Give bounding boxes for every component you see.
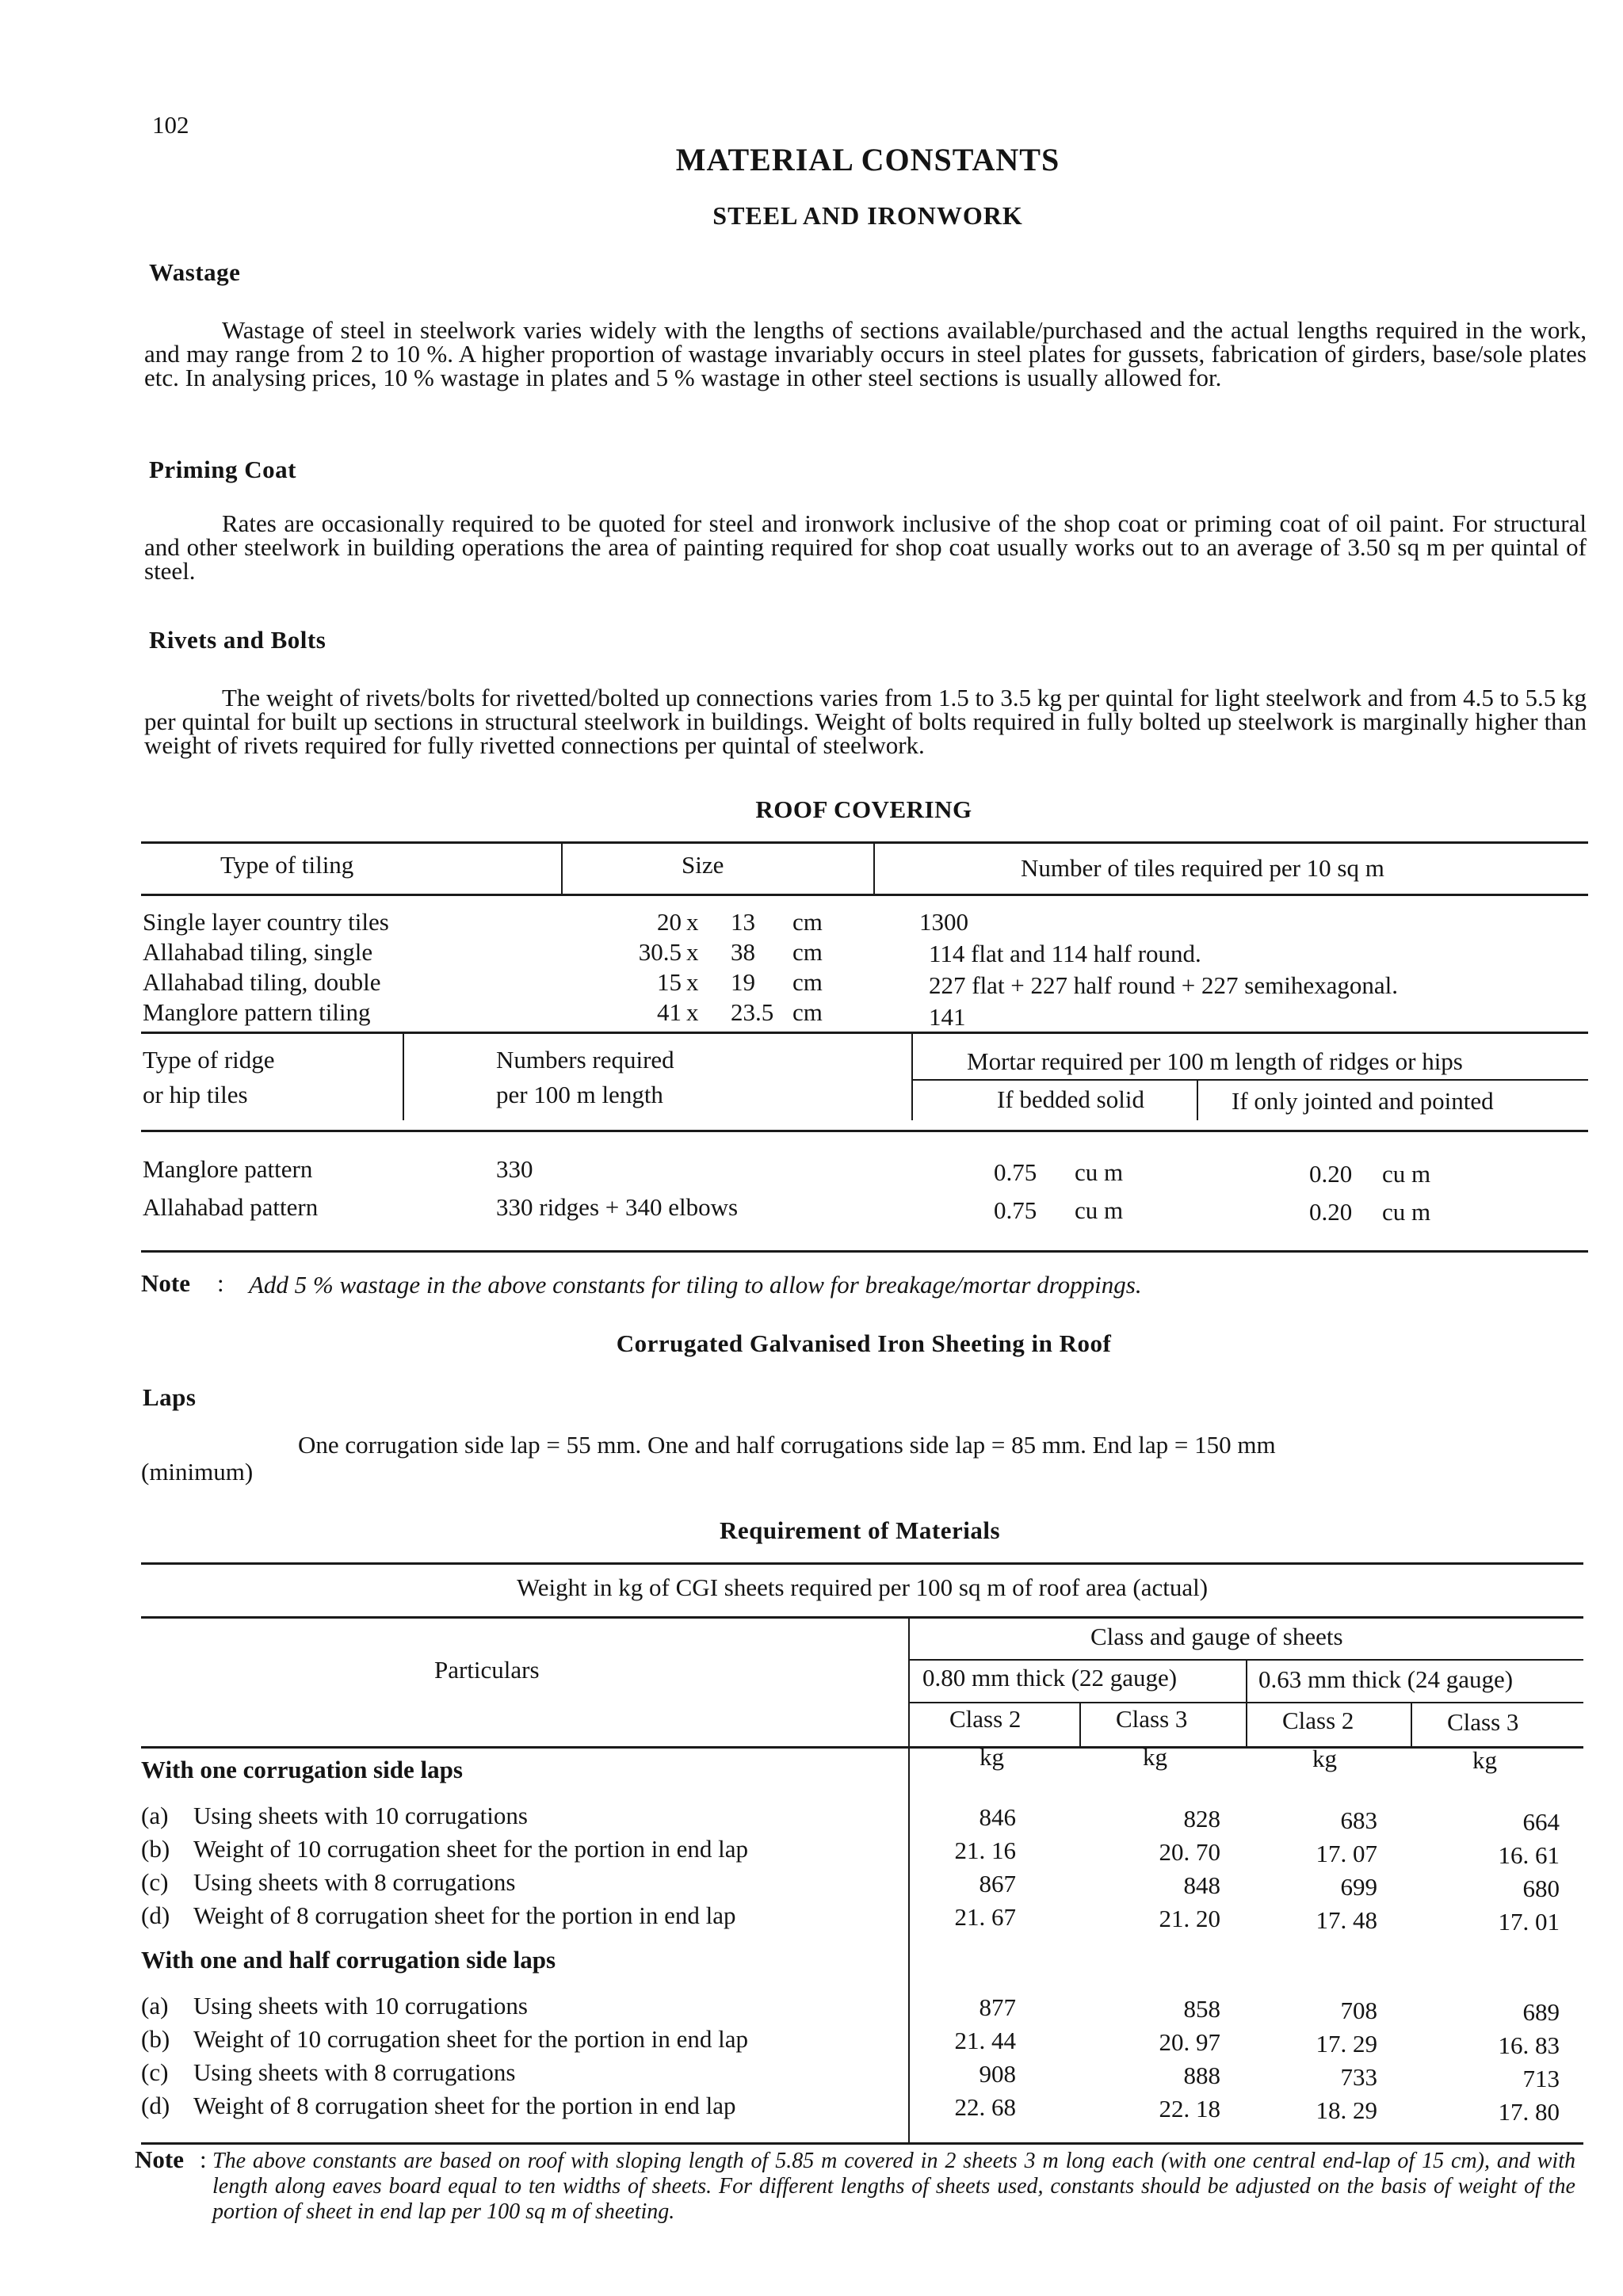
tiling-row-size-a: 30.5 bbox=[638, 938, 682, 966]
tiling-row-size-x: x bbox=[686, 968, 699, 996]
page-number: 102 bbox=[152, 111, 189, 139]
cgi-table-top-rule bbox=[141, 1562, 1583, 1565]
cgi-unit-1: kg bbox=[980, 1743, 1004, 1771]
cgi-group-title: With one corrugation side laps bbox=[141, 1756, 463, 1783]
cgi-unit-4: kg bbox=[1472, 1746, 1497, 1774]
tiling-row-size-a: 20 bbox=[657, 908, 682, 936]
cgi-row-value: 22. 18 bbox=[1159, 2095, 1220, 2122]
cgi-row-value: 683 bbox=[1340, 1806, 1377, 1834]
cgi-row-label: (c) bbox=[141, 2058, 169, 2086]
cgi-row-value: 21. 20 bbox=[1159, 1905, 1220, 1932]
cgi-row-label: (a) bbox=[141, 1992, 169, 2019]
cgi-row-value: 699 bbox=[1340, 1873, 1377, 1901]
cgi-row-value: 713 bbox=[1522, 2065, 1560, 2092]
ridge-table-bottom-rule bbox=[141, 1250, 1588, 1253]
roof-note-text: Add 5 % wastage in the above constants for tiling to allow for breakage/mortar droppings. bbox=[249, 1271, 1142, 1299]
cgi-header-gauge-2: 0.63 mm thick (24 gauge) bbox=[1258, 1665, 1514, 1693]
ridge-col-divider-2 bbox=[911, 1032, 913, 1120]
cgi-group-title: With one and half corrugation side laps bbox=[141, 1946, 556, 1974]
priming-paragraph: Rates are occasionally required to be quoted for steel and ironwork inclusive of the shop coat or priming coat of oil paint. For structural and other steelwork in building operations the area of painting required for shop coat usually works out to an average of 3.50 sq m per quintal of steel. bbox=[144, 509, 1587, 585]
laps-label: Laps bbox=[143, 1383, 197, 1411]
cgi-table-caption: Weight in kg of CGI sheets required per 100 sq m of roof area (actual) bbox=[516, 1573, 1209, 1601]
cgi-class-2: Class 3 bbox=[1116, 1705, 1188, 1733]
ridge-row-bedded-unit: cu m bbox=[1075, 1158, 1124, 1186]
cgi-class-divider-2 bbox=[1411, 1702, 1412, 1748]
cgi-row-text: Weight of 8 corrugation sheet for the portion in end lap bbox=[193, 2092, 736, 2119]
ridge-row-number: 330 ridges + 340 elbows bbox=[496, 1193, 739, 1221]
ridge-table-top-rule bbox=[141, 1032, 1588, 1034]
page-title: MATERIAL CONSTANTS bbox=[675, 142, 1060, 177]
priming-heading: Priming Coat bbox=[149, 456, 296, 483]
cgi-row-text: Weight of 10 corrugation sheet for the portion in end lap bbox=[193, 2025, 748, 2053]
rivets-paragraph: The weight of rivets/bolts for rivetted/bolted up connections varies from 1.5 to 3.5 kg per quintal for light steelwork and from 4.5 to 5.5 kg per quintal for built up sections in structural steelwork in buildings. Weight of bolts required in fully bolted up steelwork is marginally higher than weight of rivets required for fully rivetted connections per quintal of steelwork. bbox=[144, 684, 1587, 759]
cgi-row-text: Using sheets with 10 corrugations bbox=[193, 1992, 528, 2019]
cgi-row-value: 664 bbox=[1522, 1808, 1560, 1836]
tiling-row-size-b: 13 bbox=[731, 908, 755, 936]
ridge-row-number: 330 bbox=[496, 1155, 533, 1183]
tiling-row-number: 141 bbox=[929, 1003, 966, 1031]
cgi-header-particulars: Particulars bbox=[434, 1656, 540, 1684]
cgi-row-label: (b) bbox=[141, 2025, 170, 2053]
ridge-header-bedded: If bedded solid bbox=[997, 1085, 1144, 1113]
cgi-gauge-rule bbox=[908, 1702, 1583, 1703]
tiling-row-number: 1300 bbox=[919, 908, 968, 936]
ridge-header-jointed: If only jointed and pointed bbox=[1232, 1087, 1494, 1115]
cgi-row-text: Weight of 8 corrugation sheet for the portion in end lap bbox=[193, 1901, 736, 1929]
cgi-class-divider-1 bbox=[1079, 1702, 1081, 1748]
ridge-header-number-2: per 100 m length bbox=[496, 1081, 663, 1108]
cgi-row-label: (d) bbox=[141, 1901, 170, 1929]
cgi-row-value: 867 bbox=[979, 1870, 1016, 1897]
ridge-subheader-rule bbox=[911, 1079, 1588, 1081]
cgi-unit-3: kg bbox=[1312, 1745, 1337, 1772]
cgi-row-value: 20. 97 bbox=[1159, 2028, 1220, 2056]
page-subtitle: STEEL AND IRONWORK bbox=[712, 201, 1023, 230]
cgi-row-label: (b) bbox=[141, 1835, 170, 1863]
wastage-paragraph: Wastage of steel in steelwork varies widely with the lengths of sections available/purchased and the actual lengths required in the work, and may range from 2 to 10 %. A higher proportion of wastage invariably occurs in steel plates for gussets, fabrication of girders, base/sole plates etc. In analysing prices, 10 % wastage in plates and 5 % wastage in other steel sections is usually allowed for. bbox=[144, 316, 1587, 391]
ridge-header-mortar: Mortar required per 100 m length of ridges or hips bbox=[967, 1047, 1463, 1075]
cgi-row-value: 16. 61 bbox=[1498, 1841, 1560, 1869]
tiling-row-size-x: x bbox=[686, 908, 699, 936]
tiling-row-size-b: 38 bbox=[731, 938, 755, 966]
cgi-row-value: 708 bbox=[1340, 1997, 1377, 2024]
ridge-row-bedded: 0.75 bbox=[994, 1158, 1037, 1186]
cgi-row-value: 21. 16 bbox=[954, 1836, 1016, 1864]
tiling-row-type: Single layer country tiles bbox=[143, 908, 389, 936]
tiling-row-size-unit: cm bbox=[792, 968, 823, 996]
cgi-row-label: (d) bbox=[141, 2092, 170, 2119]
cgi-row-value: 17. 07 bbox=[1316, 1840, 1377, 1867]
cgi-class-1: Class 2 bbox=[949, 1705, 1022, 1733]
cgi-note-label: Note bbox=[135, 2145, 184, 2173]
cgi-row-value: 17. 48 bbox=[1316, 1906, 1377, 1934]
ridge-row-bedded: 0.75 bbox=[994, 1196, 1037, 1224]
roof-covering-heading: ROOF COVERING bbox=[755, 795, 972, 823]
ridge-row-jointed: 0.20 bbox=[1309, 1160, 1353, 1188]
cgi-row-value: 828 bbox=[1183, 1805, 1220, 1833]
cgi-row-text: Using sheets with 10 corrugations bbox=[193, 1802, 528, 1829]
cgi-row-label: (a) bbox=[141, 1802, 169, 1829]
tiling-row-type: Manglore pattern tiling bbox=[143, 998, 371, 1026]
cgi-gauge-divider bbox=[1246, 1659, 1247, 1748]
tiling-header-type: Type of tiling bbox=[220, 851, 354, 879]
cgi-caption-rule bbox=[141, 1616, 1583, 1619]
ridge-row-bedded-unit: cu m bbox=[1075, 1196, 1124, 1224]
tiling-table-top-rule bbox=[141, 841, 1588, 844]
cgi-row-value: 17. 80 bbox=[1498, 2098, 1560, 2126]
tiling-header-number: Number of tiles required per 10 sq m bbox=[1021, 854, 1384, 882]
roof-note-label: Note bbox=[141, 1269, 190, 1297]
ridge-header-type-2: or hip tiles bbox=[143, 1081, 248, 1108]
tiling-row-size-unit: cm bbox=[792, 908, 823, 936]
cgi-note-text: The above constants are based on roof with sloping length of 5.85 m covered in 2 sheets 3 m long each (with one central end-lap of 15 cm), and with length along eaves board equal to ten widths of sheets. For different lengths of sheets used, constants should be adjusted on the basis of weight of the portion of sheet in end lap per 100 sq m of sheeting. bbox=[212, 2149, 1575, 2224]
ridge-row-jointed-unit: cu m bbox=[1382, 1160, 1431, 1188]
cgi-row-value: 858 bbox=[1183, 1995, 1220, 2023]
tiling-row-size-unit: cm bbox=[792, 938, 823, 966]
tiling-header-rule bbox=[141, 894, 1588, 896]
cgi-row-value: 848 bbox=[1183, 1871, 1220, 1899]
ridge-header-rule bbox=[141, 1130, 1588, 1132]
cgi-row-value: 21. 67 bbox=[954, 1903, 1016, 1931]
tiling-row-size-unit: cm bbox=[792, 998, 823, 1026]
tiling-row-size-b: 19 bbox=[731, 968, 755, 996]
cgi-row-value: 689 bbox=[1522, 1998, 1560, 2026]
tiling-row-size-a: 15 bbox=[657, 968, 682, 996]
roof-note-colon: : bbox=[217, 1269, 224, 1297]
wastage-heading: Wastage bbox=[149, 258, 241, 286]
cgi-row-text: Using sheets with 8 corrugations bbox=[193, 2058, 516, 2086]
tiling-header-size: Size bbox=[682, 851, 724, 879]
cgi-row-value: 18. 29 bbox=[1316, 2096, 1377, 2124]
ridge-row-type: Manglore pattern bbox=[143, 1155, 313, 1183]
ridge-row-jointed-unit: cu m bbox=[1382, 1198, 1431, 1226]
cgi-row-text: Weight of 10 corrugation sheet for the portion in end lap bbox=[193, 1835, 748, 1863]
ridge-header-type-1: Type of ridge bbox=[143, 1046, 275, 1074]
cgi-heading: Corrugated Galvanised Iron Sheeting in Roof bbox=[616, 1329, 1112, 1357]
tiling-row-size-x: x bbox=[686, 998, 699, 1026]
cgi-unit-2: kg bbox=[1143, 1743, 1167, 1771]
cgi-note-colon: : bbox=[200, 2145, 207, 2173]
cgi-row-value: 908 bbox=[979, 2060, 1016, 2088]
ridge-header-number-1: Numbers required bbox=[496, 1046, 674, 1074]
cgi-row-value: 733 bbox=[1340, 2063, 1377, 2091]
tiling-row-type: Allahabad tiling, double bbox=[143, 968, 381, 996]
cgi-header-gauge-1: 0.80 mm thick (22 gauge) bbox=[922, 1664, 1178, 1691]
ridge-col-divider-3 bbox=[1197, 1081, 1198, 1120]
cgi-row-value: 22. 68 bbox=[954, 2093, 1016, 2121]
cgi-row-value: 17. 29 bbox=[1316, 2030, 1377, 2058]
cgi-row-value: 846 bbox=[979, 1803, 1016, 1831]
cgi-class-4: Class 3 bbox=[1447, 1708, 1519, 1736]
tiling-row-size-b: 23.5 bbox=[731, 998, 774, 1026]
cgi-table-bottom-rule bbox=[141, 2142, 1583, 2145]
cgi-class-3: Class 2 bbox=[1282, 1707, 1354, 1734]
laps-minimum-label: (minimum) bbox=[141, 1458, 254, 1486]
cgi-row-value: 20. 70 bbox=[1159, 1838, 1220, 1866]
ridge-row-type: Allahabad pattern bbox=[143, 1193, 319, 1221]
tiling-row-type: Allahabad tiling, single bbox=[143, 938, 373, 966]
tiling-col-divider-2 bbox=[873, 841, 875, 894]
cgi-header-rule bbox=[141, 1746, 1583, 1749]
cgi-row-value: 680 bbox=[1522, 1875, 1560, 1902]
tiling-row-number: 227 flat + 227 half round + 227 semihexagonal. bbox=[929, 971, 1398, 999]
cgi-header-class-gauge: Class and gauge of sheets bbox=[1090, 1623, 1343, 1650]
requirement-heading: Requirement of Materials bbox=[719, 1516, 1001, 1544]
tiling-row-size-a: 41 bbox=[657, 998, 682, 1026]
ridge-row-jointed: 0.20 bbox=[1309, 1198, 1353, 1226]
tiling-col-divider-1 bbox=[561, 841, 563, 894]
ridge-col-divider-1 bbox=[403, 1032, 404, 1120]
cgi-row-value: 888 bbox=[1183, 2061, 1220, 2089]
cgi-row-value: 21. 44 bbox=[954, 2027, 1016, 2054]
tiling-row-size-x: x bbox=[686, 938, 699, 966]
cgi-row-label: (c) bbox=[141, 1868, 169, 1896]
cgi-row-text: Using sheets with 8 corrugations bbox=[193, 1868, 516, 1896]
laps-text: One corrugation side lap = 55 mm. One and half corrugations side lap = 85 mm. End lap = 150 mm bbox=[298, 1431, 1276, 1459]
rivets-heading: Rivets and Bolts bbox=[149, 626, 327, 654]
cgi-row-value: 877 bbox=[979, 1993, 1016, 2021]
cgi-row-value: 16. 83 bbox=[1498, 2031, 1560, 2059]
cgi-row-value: 17. 01 bbox=[1498, 1908, 1560, 1936]
tiling-row-number: 114 flat and 114 half round. bbox=[929, 940, 1201, 967]
